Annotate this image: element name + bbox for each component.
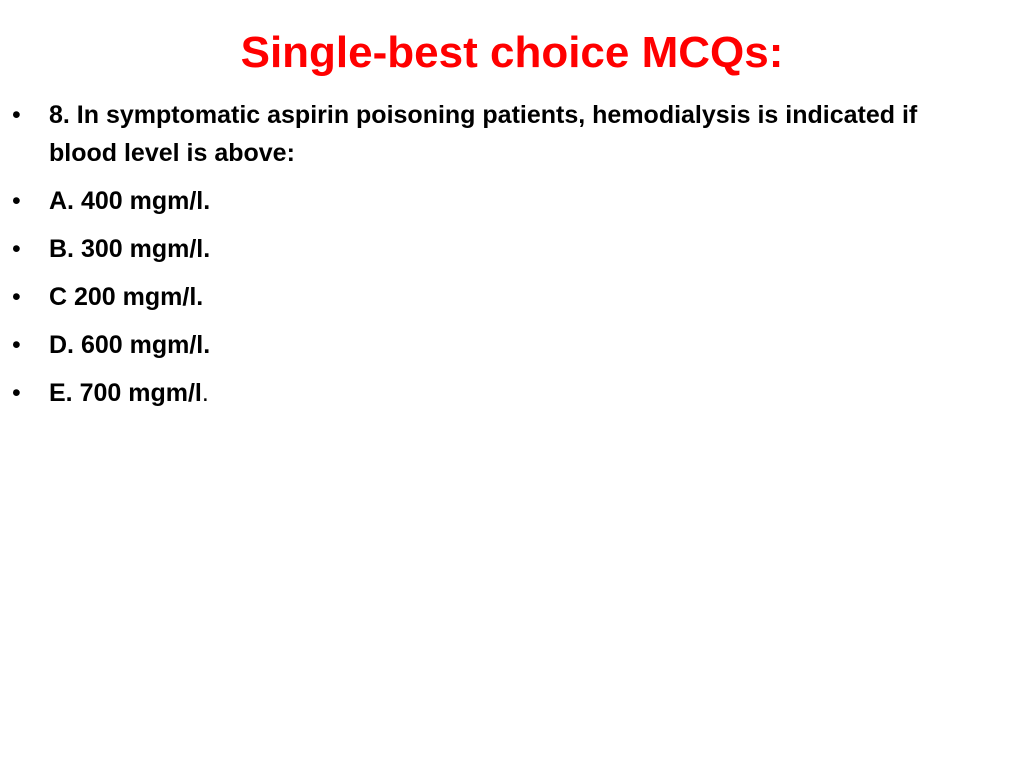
option-item-a: [12, 182, 952, 220]
slide-title: Single-best choice MCQs:: [240, 28, 784, 77]
question-text: 8. In symptomatic aspirin poisoning patients, hemodialysis is indicated if blood level is above:: [49, 101, 918, 167]
option-text: D. 600 mgm/l.: [49, 331, 211, 359]
bullet-icon: •: [12, 187, 21, 215]
option-suffix: .: [201, 379, 209, 407]
option-item-b: [12, 230, 952, 268]
bullet-icon: •: [12, 283, 21, 311]
bullet-icon: •: [12, 379, 21, 407]
bullet-icon: •: [12, 235, 21, 263]
option-item-e: [12, 374, 952, 412]
bullet-icon: •: [12, 101, 21, 129]
option-text: C 200 mgm/l.: [49, 283, 204, 311]
option-item-d: [12, 326, 952, 364]
question-item: [12, 96, 952, 172]
option-text: A. 400 mgm/l.: [49, 187, 211, 215]
option-item-c: [12, 278, 952, 316]
bullet-list: [12, 96, 952, 422]
bullet-icon: •: [12, 331, 21, 359]
option-text: E. 700 mgm/l: [49, 379, 202, 407]
option-text: B. 300 mgm/l.: [49, 235, 211, 263]
